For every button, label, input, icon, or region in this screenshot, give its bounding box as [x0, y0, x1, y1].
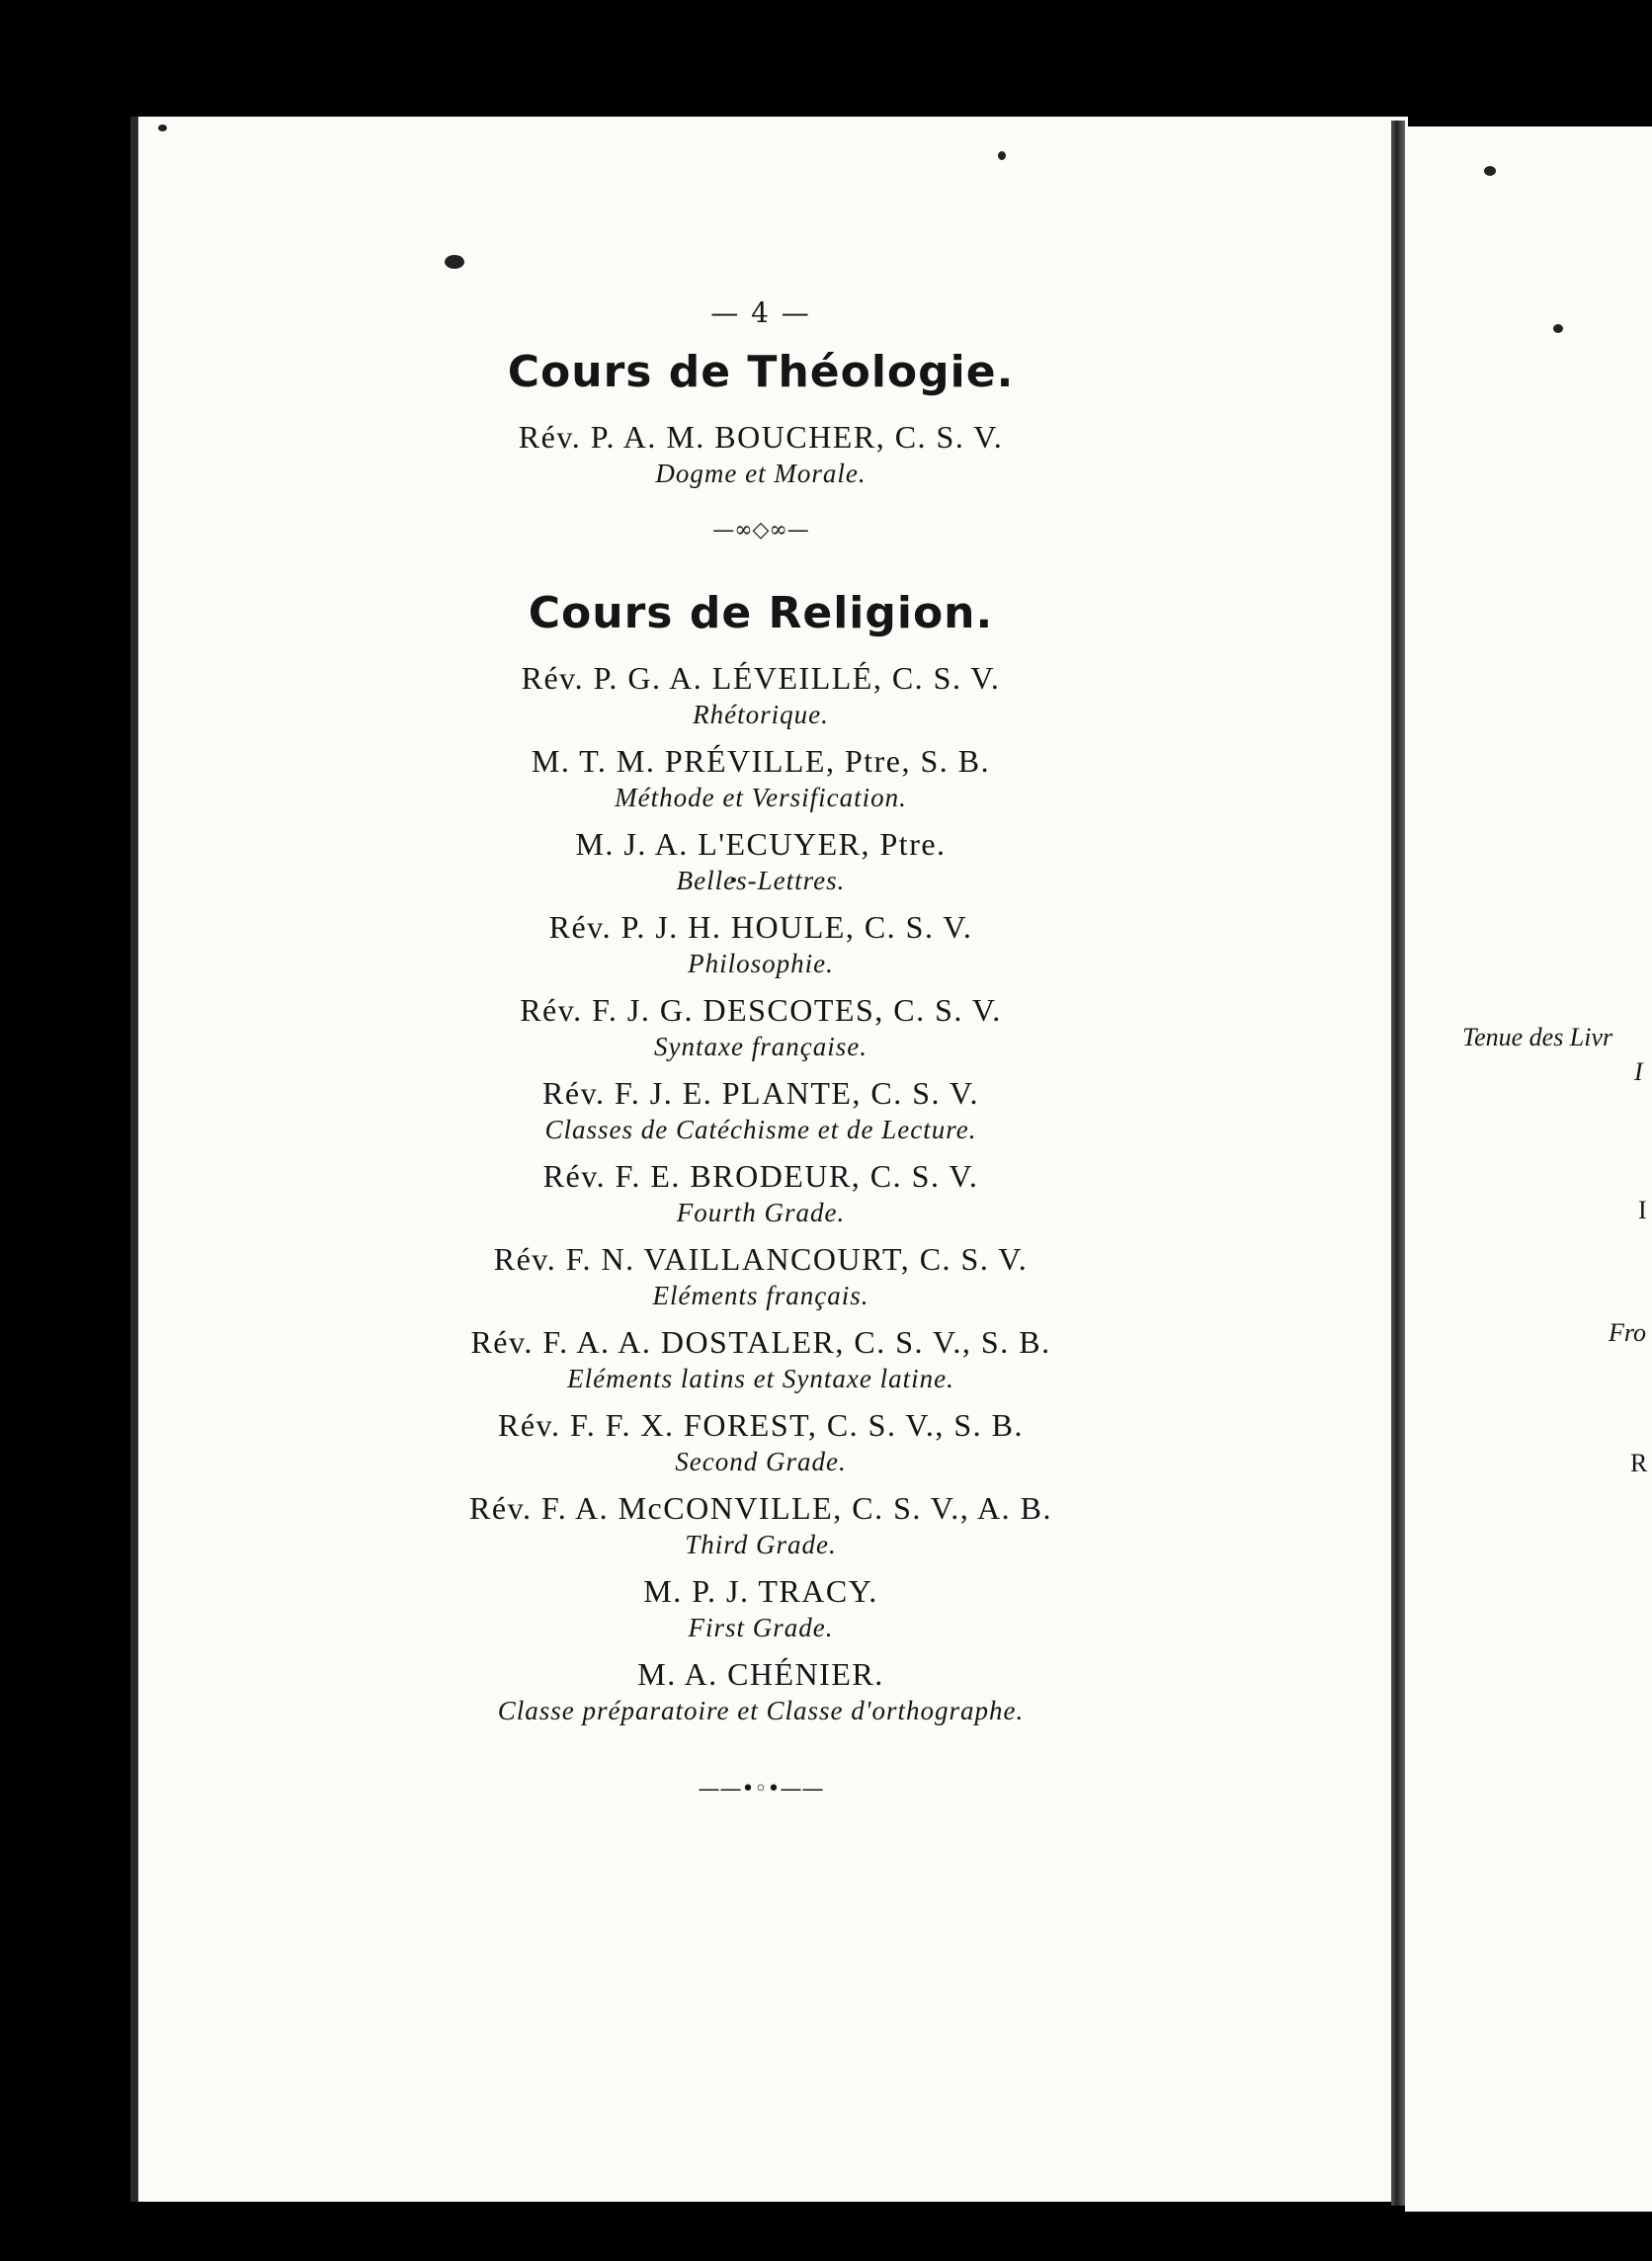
- page-number: — 4 —: [710, 296, 811, 329]
- section-divider: —∞◇∞—: [712, 518, 809, 543]
- faculty-name: M. A. CHÉNIER.: [637, 1656, 884, 1692]
- faculty-name: Rév. F. E. BRODEUR, C. S. V.: [542, 1158, 979, 1194]
- course-subject: Rhétorique.: [693, 700, 829, 729]
- faculty-name: Rév. P. A. M. BOUCHER, C. S. V.: [518, 419, 1004, 455]
- religion-entry: [247, 658, 1275, 731]
- ink-speck: [445, 255, 464, 269]
- faculty-name: Rév. F. J. E. PLANTE, C. S. V.: [542, 1075, 979, 1111]
- document-content: [247, 296, 1275, 1847]
- course-subject: Second Grade.: [675, 1447, 847, 1476]
- book-spine: [1391, 121, 1405, 2206]
- religion-entry: [247, 907, 1275, 980]
- course-subject: Philosophie.: [688, 949, 834, 978]
- faculty-name: Rév. F. A. A. DOSTALER, C. S. V., S. B.: [470, 1324, 1051, 1360]
- theology-heading: Cours de Théologie.: [507, 347, 1015, 397]
- course-subject: Classes de Catéchisme et de Lecture.: [544, 1115, 977, 1144]
- religion-entry: [247, 1073, 1275, 1146]
- right-page-fragment: Fro: [1609, 1318, 1647, 1347]
- religion-entry: [247, 1239, 1275, 1312]
- course-subject: Méthode et Versification.: [615, 783, 907, 812]
- religion-entry: [247, 990, 1275, 1063]
- ink-speck: [998, 151, 1006, 160]
- right-page-fragment: I: [1634, 1057, 1643, 1086]
- religion-entry: [247, 824, 1275, 897]
- course-subject: First Grade.: [688, 1613, 834, 1642]
- faculty-name: Rév. F. N. VAILLANCOURT, C. S. V.: [493, 1241, 1029, 1277]
- right-page-fragment: Tenue des Livr: [1462, 1023, 1613, 1051]
- ink-speck: [1484, 166, 1496, 176]
- religion-entry: [247, 1156, 1275, 1229]
- faculty-name: Rév. F. F. X. FOREST, C. S. V., S. B.: [498, 1407, 1024, 1443]
- faculty-name: M. P. J. TRACY.: [643, 1573, 878, 1609]
- course-subject: Belles-Lettres.: [676, 866, 846, 895]
- religion-entry: [247, 1322, 1275, 1395]
- religion-entry: [247, 1405, 1275, 1478]
- faculty-name: Rév. F. J. G. DESCOTES, C. S. V.: [520, 992, 1002, 1028]
- religion-entry: [247, 1654, 1275, 1727]
- faculty-name: M. T. M. PRÉVILLE, Ptre, S. B.: [531, 743, 991, 779]
- faculty-name: Rév. P. G. A. LÉVEILLÉ, C. S. V.: [521, 660, 1001, 696]
- ink-speck: [158, 125, 167, 131]
- faculty-name: M. J. A. L'ECUYER, Ptre.: [575, 826, 947, 862]
- right-page-fragment: I: [1638, 1196, 1647, 1224]
- faculty-name: Rév. P. J. H. HOULE, C. S. V.: [548, 909, 973, 945]
- course-subject: Syntaxe française.: [654, 1032, 867, 1061]
- course-subject: Eléments français.: [652, 1281, 869, 1310]
- religion-entry: [247, 1571, 1275, 1644]
- course-subject: Eléments latins et Syntaxe latine.: [567, 1364, 954, 1393]
- ink-speck: [1553, 324, 1563, 333]
- religion-entry: [247, 741, 1275, 814]
- religion-heading: Cours de Religion.: [528, 588, 994, 638]
- bottom-divider: ——•◦•——: [698, 1777, 824, 1801]
- course-subject: Third Grade.: [685, 1530, 837, 1559]
- religion-list: [247, 658, 1275, 1727]
- religion-entry: [247, 1488, 1275, 1561]
- course-subject: Classe préparatoire et Classe d'orthographe.: [497, 1696, 1025, 1725]
- course-subject: Fourth Grade.: [676, 1198, 846, 1227]
- faculty-name: Rév. F. A. McCONVILLE, C. S. V., A. B.: [469, 1490, 1052, 1526]
- right-page: [1405, 126, 1652, 2212]
- right-page-fragment: R: [1630, 1449, 1648, 1477]
- theology-entry: [247, 417, 1275, 490]
- course-subject: Dogme et Morale.: [655, 459, 867, 488]
